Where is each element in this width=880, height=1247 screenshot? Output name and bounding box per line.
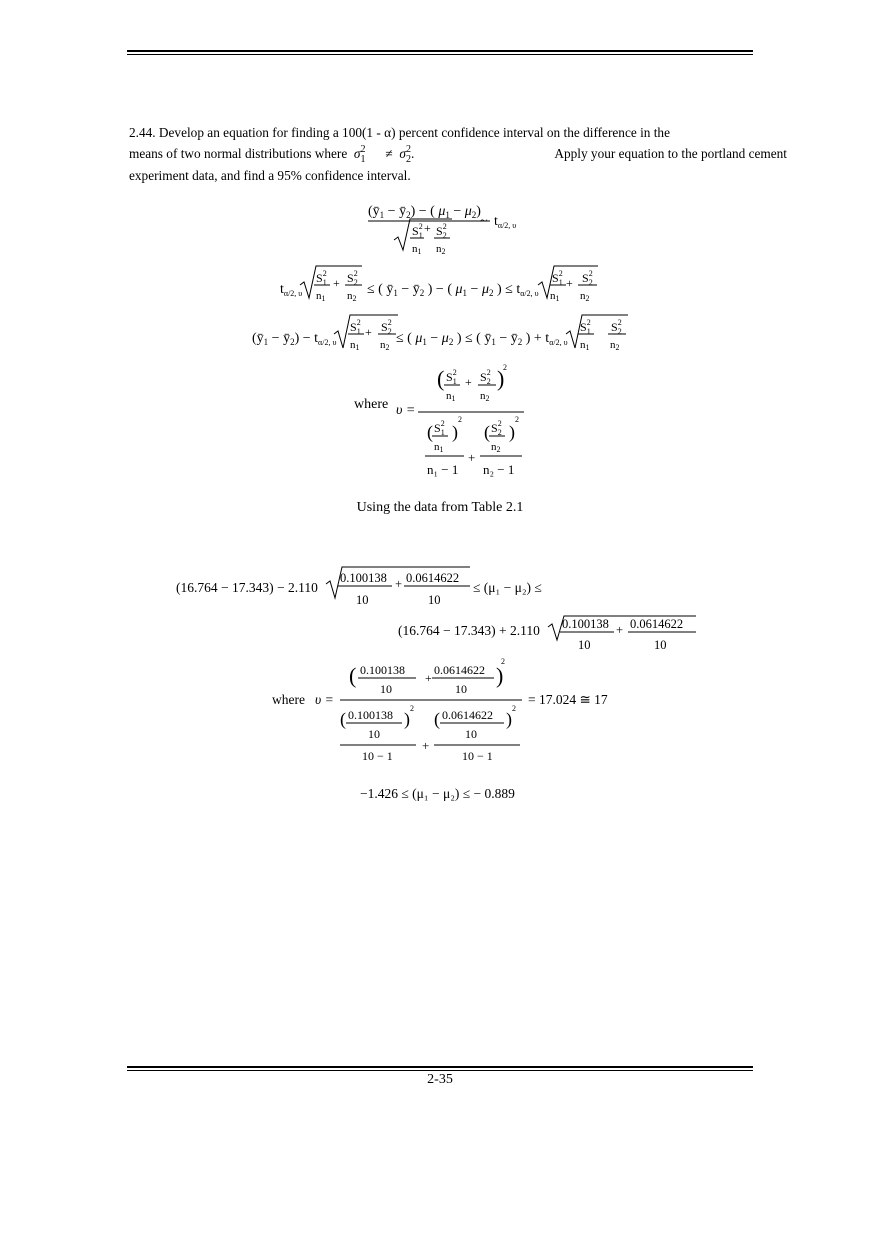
numeric-lead-1: (16.764 − 17.343) − 2.110 [176, 580, 318, 595]
svg-text:S22: $S^2$ 2 [491, 419, 502, 437]
n1-minus-1: n₁ − 1 [427, 462, 459, 477]
final-result: −1.426 ≤ (μ₁ − μ₂) ≤ − 0.889 [360, 786, 515, 801]
svg-text:≤ ( ȳ1 − ȳ2 ) − ( μ1 − μ2 ) ≤: ≤ ( $ȳ_1$ − $ȳ_2$ ) − ( $\mu_1 - \mu_2$ ) ≤ $t_{\alpha/2, \upsilon}$ [367, 282, 539, 298]
problem-line-2: means of two normal distributions where σ 2 1 ≠ σ 2 2 . Apply your equation to the portland cement [129, 143, 787, 165]
svg-text:): ) [404, 709, 410, 729]
svg-text:): ) [452, 422, 458, 442]
svg-text:+: + [616, 623, 624, 637]
svg-text:2: 2 [410, 704, 414, 713]
svg-text:2: 2 [515, 415, 519, 424]
le-mu: ≤ (μ₁ − μ₂) ≤ [473, 580, 542, 595]
svg-text:+: + [395, 577, 403, 591]
n2-minus-1: n₂ − 1 [483, 462, 515, 477]
svg-text:10: 10 [380, 682, 392, 696]
svg-text:2: 2 [458, 415, 462, 424]
svg-text:10 − 1: 10 − 1 [362, 749, 393, 763]
svg-text:n1: n1 [580, 339, 590, 352]
header-rule [127, 50, 753, 55]
table-caption: Using the data from Table 2.1 [356, 500, 524, 515]
svg-text:n1: n1 [412, 243, 422, 256]
svg-text:10: 10 [368, 727, 380, 741]
svg-text:S21: $S^2$ 1 [412, 222, 423, 240]
svg-text:S22: $S^2$ 2 [480, 368, 491, 386]
svg-text:0.0614622: 0.0614622 [442, 708, 493, 722]
svg-text:S22: $S^2$ 2 [381, 318, 392, 336]
nu-label: υ = [396, 403, 416, 418]
svg-text:(: ( [437, 366, 445, 391]
svg-text:(ȳ1 − ȳ2) − tα/2, υ: ($ȳ_1$ − $ȳ_2) - t_{\alpha/2, \upsilon}$ [252, 331, 337, 347]
problem-line-3: experiment data, and find a 95% confidence interval. [129, 167, 411, 183]
svg-text:tα/2, υ: $t_{\alpha/2, \upsilon}$ [280, 282, 303, 298]
svg-text:10: 10 [455, 682, 467, 696]
svg-text:(: ( [340, 709, 346, 729]
where-label-2: where [272, 692, 305, 707]
svg-text:0.100138: 0.100138 [562, 617, 609, 631]
svg-text:10: 10 [578, 638, 591, 652]
dist-symbol: ~ [480, 214, 488, 229]
svg-text:+: + [468, 450, 476, 465]
svg-text:10 − 1: 10 − 1 [462, 749, 493, 763]
svg-text:+: + [333, 276, 340, 290]
problem-line-2b: Apply your equation to the portland cement [554, 146, 787, 161]
svg-text:n1: n1 [316, 290, 326, 303]
svg-text:n2: n2 [436, 243, 446, 256]
svg-text:2: 2 [503, 363, 507, 372]
svg-text:S22: $S^2$ 2 [347, 269, 358, 287]
svg-text:S22: $S^2$ 2 [582, 269, 593, 287]
numeric-lead-2: (16.764 − 17.343) + 2.110 [398, 623, 540, 638]
svg-text:n1: n1 [550, 290, 560, 303]
svg-text:): ) [509, 422, 515, 442]
svg-text:+: + [566, 276, 573, 290]
svg-text:n2: n2 [380, 339, 390, 352]
svg-text:n1: n1 [350, 339, 360, 352]
frac2-num: 0.0614622 [406, 571, 460, 585]
dof-formula [354, 363, 524, 477]
symbolic-derivation [0, 190, 880, 490]
nu-label-2: υ = [315, 692, 334, 707]
svg-text:n2: n2 [580, 290, 590, 303]
svg-text:n2: n2 [610, 339, 620, 352]
svg-text:2: 2 [512, 704, 516, 713]
svg-text:10: 10 [356, 593, 369, 607]
svg-text:+: + [422, 738, 430, 753]
numeric-evaluation [0, 560, 880, 810]
svg-text:S21: $S^2$ 1 [552, 269, 563, 287]
svg-text:0.0614622: 0.0614622 [434, 663, 485, 677]
svg-text:n1: n1 [446, 390, 456, 403]
numeric-dof [272, 657, 608, 763]
svg-text:): ) [506, 709, 512, 729]
svg-text:10: 10 [465, 727, 477, 741]
svg-text:n2: n2 [480, 390, 490, 403]
svg-text:(: ( [349, 663, 357, 688]
svg-text:0.0614622: 0.0614622 [630, 617, 684, 631]
svg-text:S21: $S^2$ 1 [350, 318, 361, 336]
svg-text:S22: $S^2$ 2 [436, 222, 447, 240]
svg-text:+: + [424, 221, 431, 235]
probability-statement [280, 266, 598, 303]
frac1-num: 0.100138 [340, 571, 387, 585]
svg-text:+: + [425, 671, 432, 685]
svg-text:n2: n2 [347, 290, 357, 303]
svg-text:n1: n1 [434, 441, 444, 454]
where-label: where [354, 397, 389, 412]
svg-text:(: ( [484, 422, 490, 442]
problem-line-2a: means of two normal distributions where [129, 146, 348, 161]
svg-text:S22: $S^2$ 2 [611, 318, 622, 336]
svg-text:n2: n2 [491, 441, 501, 454]
svg-text:S21: $S^2$ 1 [446, 368, 457, 386]
svg-text:): ) [496, 663, 504, 688]
svg-text:): ) [497, 366, 505, 391]
svg-text:(: ( [427, 422, 433, 442]
svg-text:10: 10 [654, 638, 667, 652]
svg-text:0.100138: 0.100138 [360, 663, 405, 677]
svg-text:S21: $S^2$ 1 [316, 269, 327, 287]
svg-text:+: + [365, 325, 372, 339]
svg-text:+: + [465, 375, 472, 389]
nu-result: = 17.024 ≅ 17 [528, 692, 608, 707]
problem-statement [129, 122, 787, 186]
general-interval [252, 315, 628, 352]
numeric-line-1 [176, 567, 542, 607]
problem-line-1: 2.44. Develop an equation for finding a 100(1 - α) percent confidence interval on the difference in the [129, 125, 670, 140]
svg-text:(ȳ1 − ȳ2) − ( μ1 − μ2): ($ȳ_1$ − $ȳ_2$) − ( $\mu_1 - \mu_2$) [368, 204, 481, 220]
svg-text:0.100138: 0.100138 [348, 708, 393, 722]
svg-text:S21: $S^2$ 1 [434, 419, 445, 437]
footer-rule [127, 1066, 753, 1071]
svg-text:≤ ( μ1 − μ2 ) ≤ ( ȳ1 − ȳ2 ) +: ≤ ( $\mu_1 - \mu_2$ ) ≤ ( $ȳ_1$ − $ȳ_2$ ) + $t_{\alpha/2, \upsilon}$ [396, 331, 568, 347]
svg-text:2: 2 [501, 657, 505, 666]
page-number: 2-35 [427, 1072, 453, 1087]
svg-text:S21: $S^2$ 1 [580, 318, 591, 336]
pivot-statistic [368, 204, 516, 256]
numeric-line-2 [398, 616, 696, 652]
svg-text:tα/2, υ: $t_{\alpha/2, \upsilon}$ [494, 214, 517, 230]
svg-text:10: 10 [428, 593, 441, 607]
svg-text:(: ( [434, 709, 440, 729]
